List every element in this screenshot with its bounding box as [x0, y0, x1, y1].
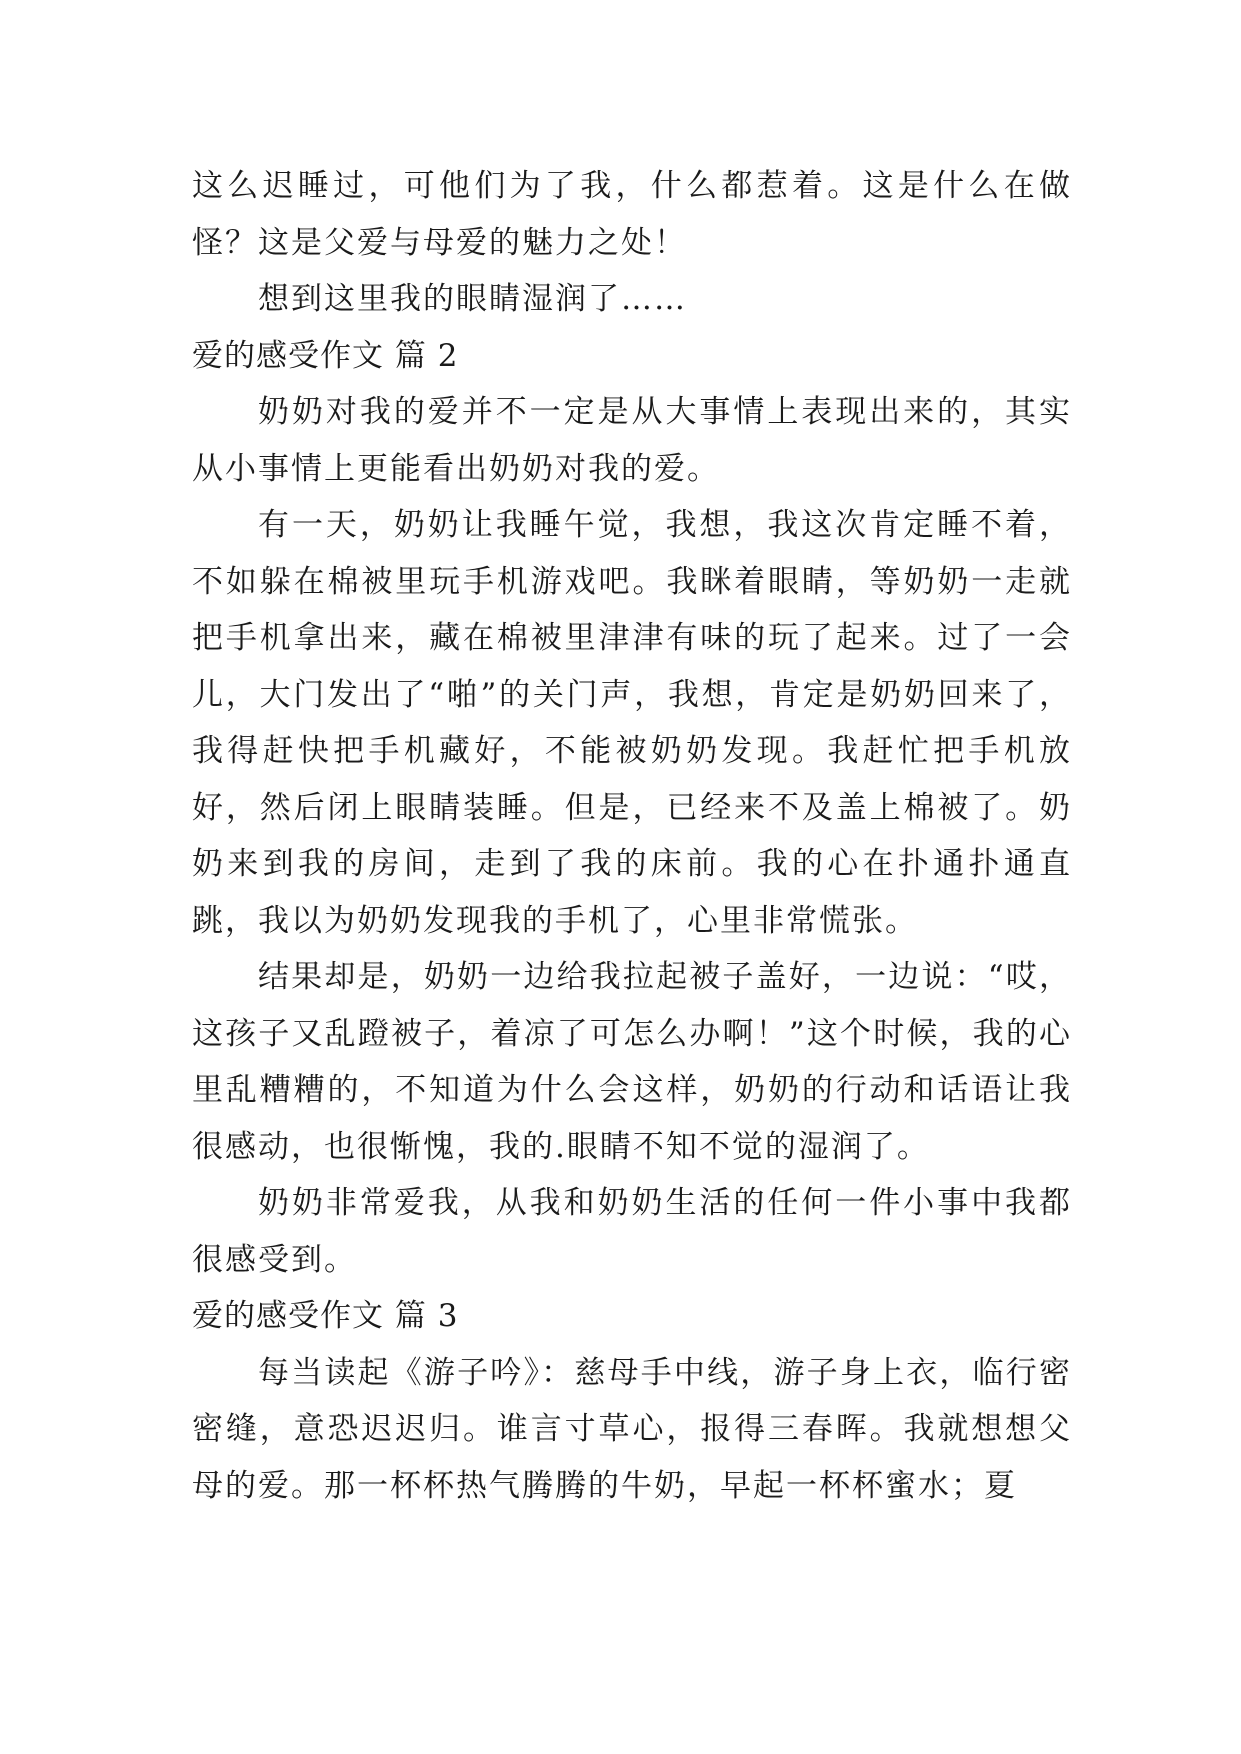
- paragraph: 结果却是，奶奶一边给我拉起被子盖好，一边说：“哎，这孩子又乱蹬被子，着凉了可怎么办啊！”这个时候，我的心里乱糟糟的，不知道为什么会这样，奶奶的行动和话语让我很感动，也很惭愧，我的.眼睛不知不觉的湿润了。: [192, 959, 1072, 1165]
- paragraph: 有一天，奶奶让我睡午觉，我想，我这次肯定睡不着，不如躲在棉被里玩手机游戏吧。我眯着眼睛，等奶奶一走就把手机拿出来，藏在棉被里津津有味的玩了起来。过了一会儿，大门发出了“啪”的关门声，我想，肯定是奶奶回来了，我得赶快把手机藏好，不能被奶奶发现。我赶忙把手机放好，然后闭上眼睛装睡。但是，已经来不及盖上棉被了。奶奶来到我的房间，走到了我的床前。我的心在扑通扑通直跳，我以为奶奶发现我的手机了，心里非常慌张。: [192, 507, 1072, 939]
- paragraph: 想到这里我的眼睛湿润了……: [258, 281, 687, 317]
- section-heading: 爱的感受作文 篇 3: [192, 1298, 459, 1334]
- paragraph: 奶奶对我的爱并不一定是从大事情上表现出来的，其实从小事情上更能看出奶奶对我的爱。: [192, 394, 1072, 487]
- paragraph: 奶奶非常爱我，从我和奶奶生活的任何一件小事中我都很感受到。: [192, 1185, 1072, 1278]
- paragraph: 每当读起《游子吟》：慈母手中线，游子身上衣，临行密密缝，意恐迟迟归。谁言寸草心，报得三春晖。我就想想父母的爱。那一杯杯热气腾腾的牛奶，早起一杯杯蜜水；夏: [192, 1354, 1072, 1504]
- section-heading: 爱的感受作文 篇 2: [192, 337, 459, 374]
- document-body: [192, 158, 1072, 1514]
- paragraph: 这么迟睡过，可他们为了我，什么都惹着。这是什么在做怪？这是父爱与母爱的魅力之处！: [192, 168, 1072, 261]
